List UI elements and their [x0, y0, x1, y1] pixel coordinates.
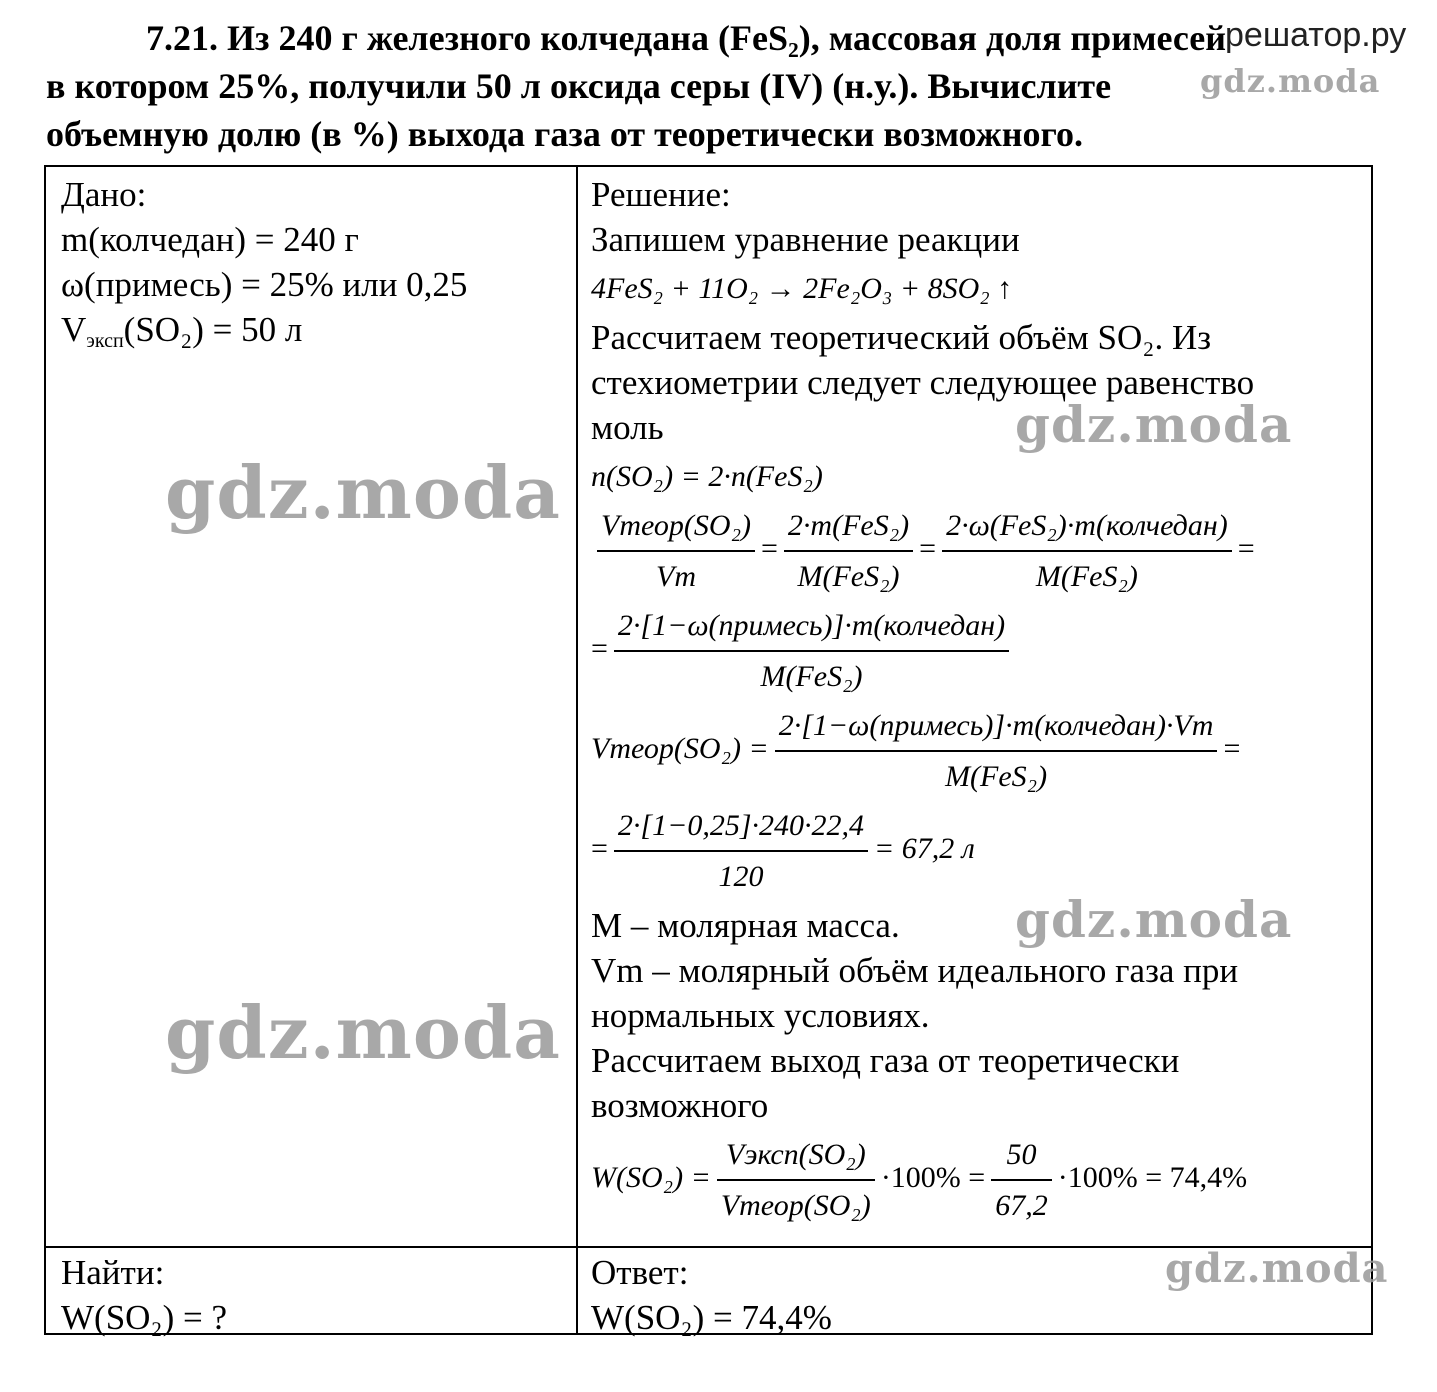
solution-text-2: стехиометрии следует следующее равенство: [591, 363, 1255, 402]
equation-yield: W(SO₂) = $\frac{\text{Vэксп(SO₂)}}{\text{Vтеор(SO₂)}}$ ·100% = $\frac{50}{67,2}$ ·100% = 74,4%: [591, 1132, 1361, 1228]
equation-moles: n(SO₂) = 2·n(FeS₂): [591, 460, 823, 493]
solution-cell: [591, 172, 1361, 1232]
given-mass: m(колчедан) = 240 г: [61, 220, 359, 259]
answer-header: Ответ:: [591, 1253, 689, 1292]
problem-line-1: 7.21. Из 240 г железного колчедана (FeS₂), массовая доля примесей: [146, 18, 1227, 58]
equation-impurity: = $\frac{\text{2·[1−ω(примесь)]·m(колчедан)}}{\text{M(FeS₂)}}$: [591, 603, 1361, 699]
watermark: gdz.moda: [1200, 62, 1381, 100]
site-mark: решатор.ру: [1225, 16, 1407, 54]
find-value: W(SO₂) = ?: [61, 1298, 228, 1337]
given-impurity: ω(примесь) = 25% или 0,25: [61, 265, 468, 304]
watermark: gdz.moda: [165, 450, 561, 535]
equation-volume-ratio: $\frac{\text{Vтеор(SO₂)}}{Vm}$ = $\frac{\text{2·m(FeS₂)}}{\text{M(FeS₂)}}$ = $\frac{\text{2·ω(FeS₂)·m(колчедан)}}{\text{M(FeS₂)}}$ =: [591, 503, 1361, 599]
answer-cell: [591, 1250, 832, 1340]
given-cell: [61, 172, 467, 364]
solution-header: Решение:: [591, 175, 731, 214]
solution-text-3: моль: [591, 408, 664, 447]
solution-text-5: возможного: [591, 1086, 769, 1125]
equation-numeric: = $\frac{2\cdot[1-0,25]\cdot 240\cdot 22,4}{120}$ = 67,2 л: [591, 803, 1361, 899]
reaction-equation: 4FeS₂ + 11O₂ → 2Fe₂O₃ + 8SO₂ ↑: [591, 272, 1013, 305]
watermark: gdz.moda: [165, 990, 561, 1075]
watermark: gdz.moda: [1015, 395, 1293, 454]
definition-molar-volume-1: Vm – молярный объём идеального газа при: [591, 951, 1239, 990]
answer-value: W(SO₂) = 74,4%: [591, 1298, 832, 1337]
table-divider-vertical: [576, 167, 578, 1333]
definition-molar-volume-2: нормальных условиях.: [591, 996, 930, 1035]
problem-line-2: в котором 25%, получили 50 л оксида серы (IV) (н.у.). Вычислите: [46, 66, 1112, 106]
solution-table: [44, 165, 1373, 1335]
watermark: gdz.moda: [1165, 1245, 1389, 1292]
solution-text-4: Рассчитаем выход газа от теоретически: [591, 1041, 1180, 1080]
definition-molar-mass: M – молярная масса.: [591, 906, 900, 945]
problem-statement: [46, 14, 1376, 158]
watermark: gdz.moda: [1015, 890, 1293, 949]
equation-theoretical-volume: Vтеор(SO₂) = $\frac{\text{2·[1−ω(примесь)]·m(колчедан)·Vm}}{\text{M(FeS₂)}}$ =: [591, 703, 1361, 799]
solution-intro: Запишем уравнение реакции: [591, 220, 1020, 259]
find-cell: [61, 1250, 227, 1340]
given-header: Дано:: [61, 175, 147, 214]
given-volume: $V_{эксп}(SO_2) = 50$ л: [61, 310, 303, 352]
find-header: Найти:: [61, 1253, 165, 1292]
solution-text-1: Рассчитаем теоретический объём SO₂. Из: [591, 318, 1212, 357]
problem-line-3: объемную долю (в %) выхода газа от теоретически возможного.: [46, 114, 1083, 154]
